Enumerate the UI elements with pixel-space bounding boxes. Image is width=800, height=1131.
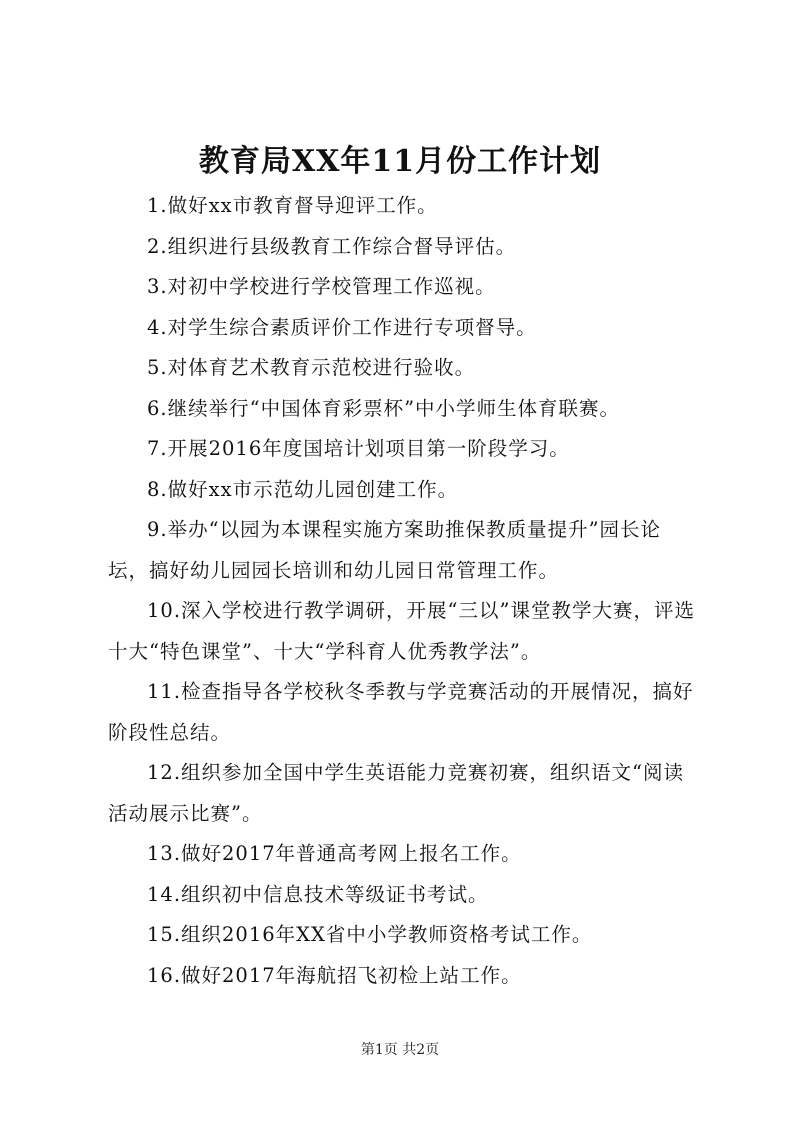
plan-item: 4.对学生综合素质评价工作进行专项督导。 xyxy=(147,315,537,339)
plan-item: 6.继续举行“中国体育彩票杯”中小学师生体育联赛。 xyxy=(147,396,621,420)
plan-item: 2.组织进行县级教育工作综合督导评估。 xyxy=(147,234,517,258)
plan-item: 11.检查指导各学校秋冬季教与学竞赛活动的开展情况，搞好阶段性总结。 xyxy=(108,680,694,744)
plan-item: 15.组织2016年XX省中小学教师资格考试工作。 xyxy=(147,923,593,946)
plan-item: 9.举办“以园为本课程实施方案助推保教质量提升”园长论坛，搞好幼儿园园长培训和幼儿园日常管理工作。 xyxy=(108,518,662,582)
plan-item: 7.开展2016年度国培计划项目第一阶段学习。 xyxy=(147,437,570,460)
page-footer: 第1页 共2页 xyxy=(360,1042,440,1058)
plan-item: 1.做好xx市教育督导迎评工作。 xyxy=(147,194,438,217)
plan-item: 10.深入学校进行教学调研，开展“三以”课堂教学大赛，评选十大“特色课堂”、十大“学科育人优秀教学法”。 xyxy=(108,599,695,663)
plan-item: 12.组织参加全国中学生英语能力竞赛初赛，组织语文“阅读活动展示比赛”。 xyxy=(108,761,684,825)
plan-item: 5.对体育艺术教育示范校进行验收。 xyxy=(147,356,476,379)
plan-item: 8.做好xx市示范幼儿园创建工作。 xyxy=(147,477,459,501)
plan-item: 14.组织初中信息技术等级证书考试。 xyxy=(147,882,489,906)
plan-item: 16.做好2017年海航招飞初检上站工作。 xyxy=(147,963,522,987)
plan-item: 13.做好2017年普通高考网上报名工作。 xyxy=(147,842,522,865)
document-title: 教育局XX年11月份工作计划 xyxy=(198,144,602,179)
plan-item: 3.对初中学校进行学校管理工作巡视。 xyxy=(147,275,496,298)
document-body xyxy=(108,186,698,996)
